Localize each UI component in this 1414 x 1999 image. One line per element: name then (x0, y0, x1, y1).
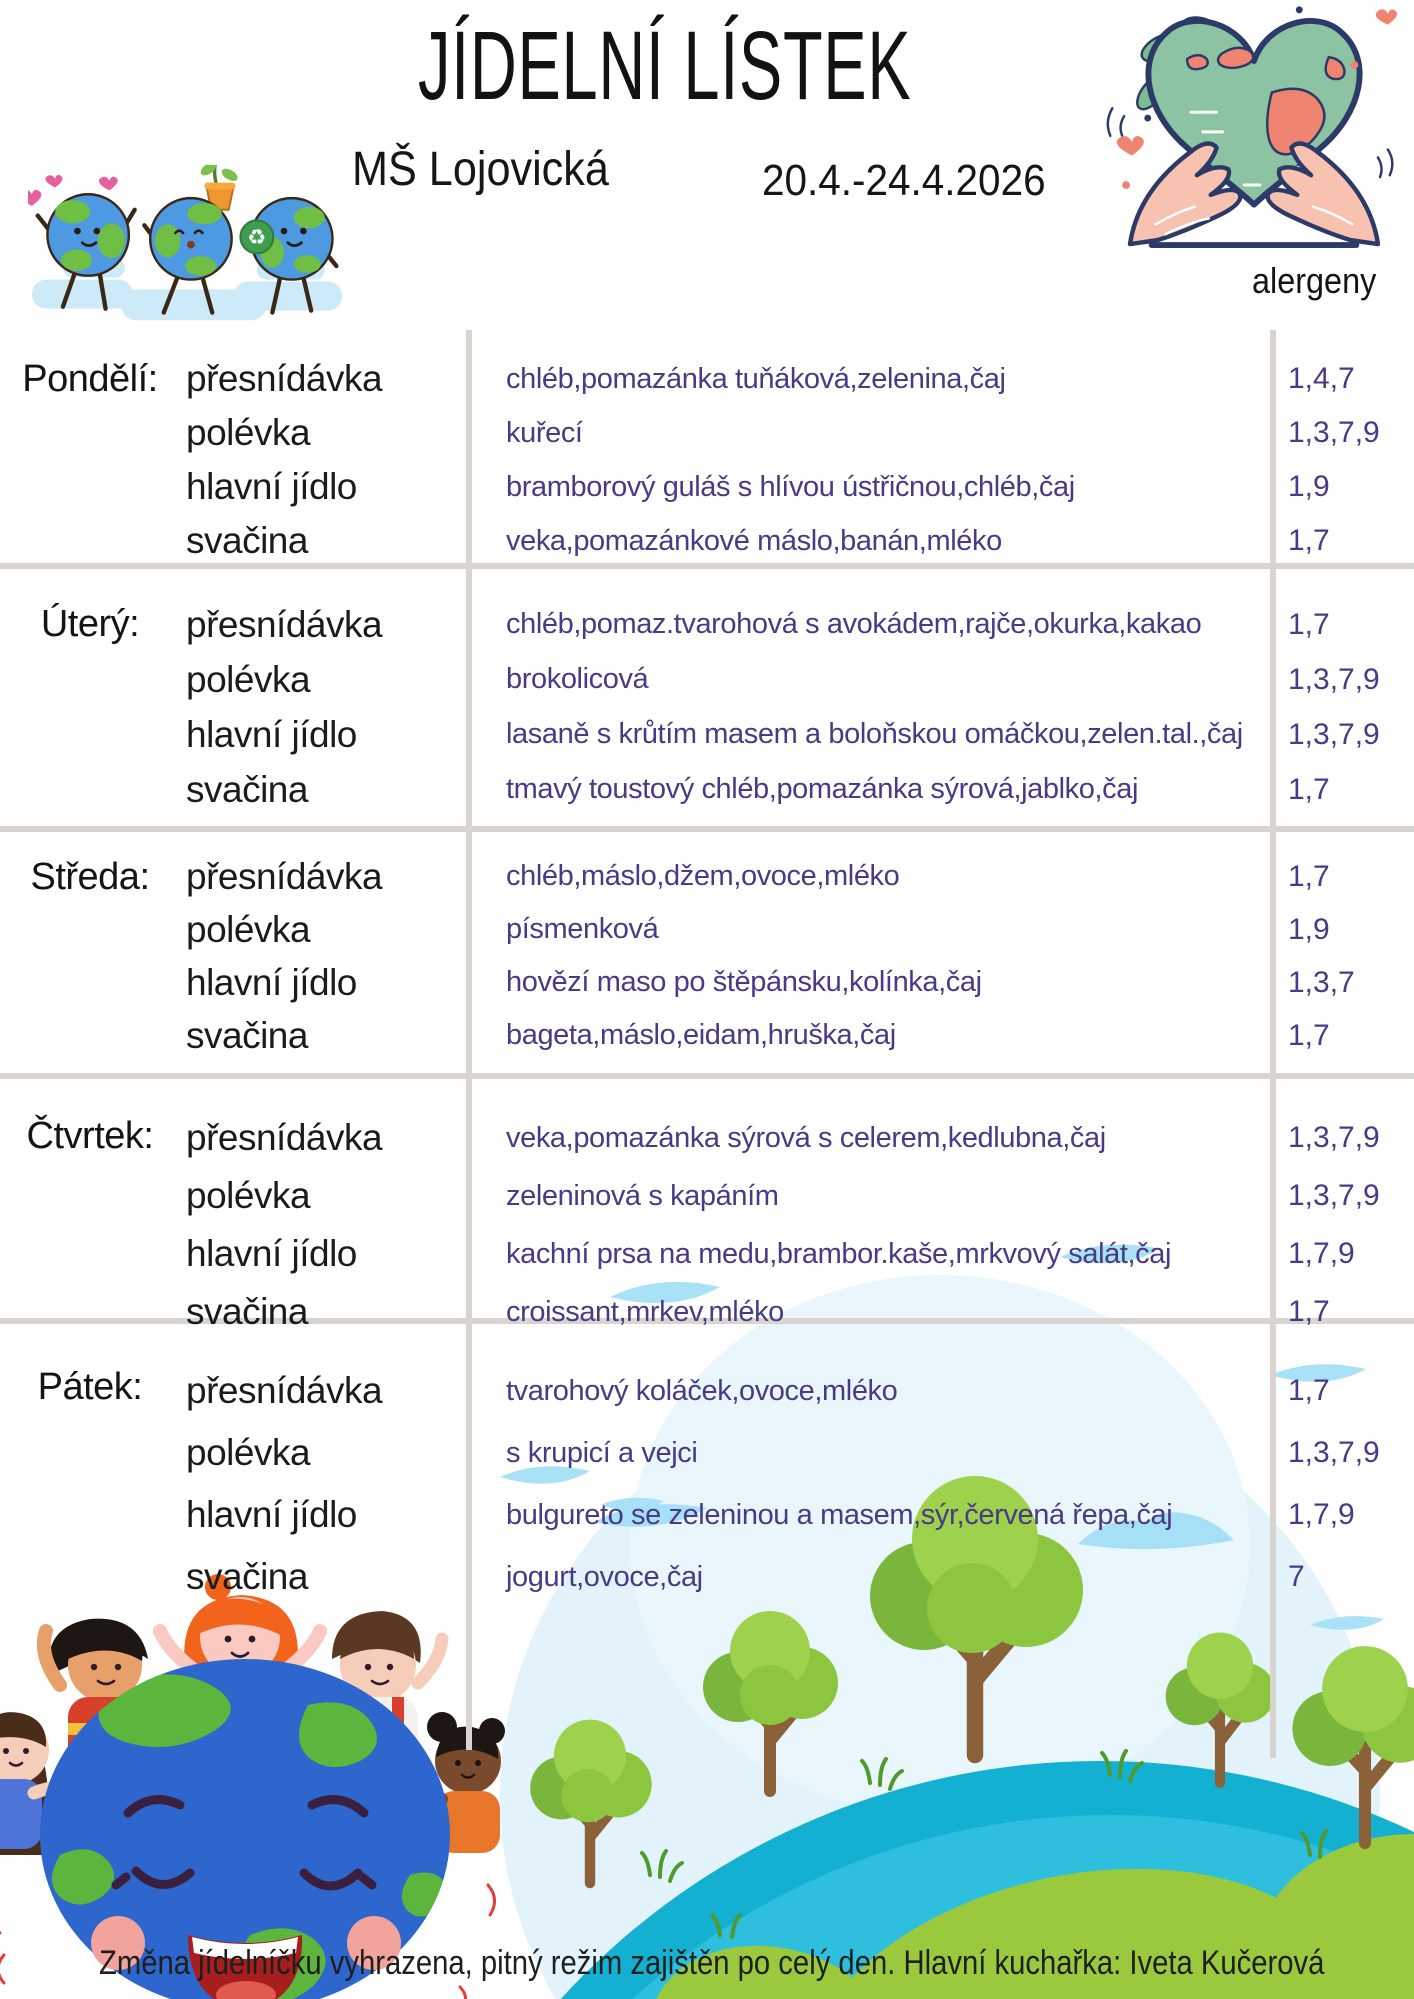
dish-text: písmenková (506, 913, 659, 945)
day-label: Čtvrtek: (26, 1115, 154, 1157)
menu-row (180, 406, 1414, 460)
allergen-value: 1,7 (1288, 607, 1330, 641)
heart-earth-icon (1096, 2, 1412, 248)
dish-text: chléb,pomaz.tvarohová s avokádem,rajče,okurka,kakao (506, 608, 1202, 640)
menu-row (180, 762, 1414, 817)
dish-text: lasaně s krůtím masem a boloňskou omáčkou,zelen.tal.,čaj (506, 718, 1243, 750)
globes-trio-icon (28, 165, 348, 335)
day-column (0, 336, 180, 563)
menu-row (180, 460, 1414, 514)
dish-text: brokolicová (506, 663, 649, 695)
dish-text: kachní prsa na medu,brambor.kaše,mrkvový salát,čaj (506, 1237, 1172, 1270)
dish-text: jogurt,ovoce,čaj (506, 1560, 703, 1593)
meal-type-label: svačina (186, 768, 308, 810)
allergen-value: 1,7 (1288, 1295, 1330, 1328)
allergen-value: 1,7 (1288, 859, 1330, 893)
allergen-value: 7 (1288, 1560, 1305, 1593)
day-section (0, 1318, 1414, 1620)
day-label: Středa: (30, 856, 150, 898)
allergen-value: 1,3,7,9 (1288, 717, 1380, 751)
smiling-earth-with-children-illustration (0, 1555, 530, 1999)
allergen-value: 1,7 (1288, 1374, 1330, 1407)
meal-type-label: polévka (186, 1432, 311, 1473)
recycle-icon: ♻ (247, 225, 267, 251)
day-section (0, 563, 1414, 826)
day-rows (180, 832, 1414, 1073)
allergen-value: 1,3,7,9 (1288, 416, 1380, 449)
meal-type-label: přesnídávka (186, 855, 383, 897)
allergen-value: 1,7 (1288, 772, 1330, 806)
allergen-value: 1,7,9 (1288, 1237, 1355, 1270)
page-title: JÍDELNÍ LÍSTEK (418, 11, 912, 120)
earth-children-icon (0, 1555, 530, 1999)
footer-note: Změna jídelníčku vyhrazena, pitný režim zajištěn po celý den. Hlavní kuchařka: Iveta Kučerová (98, 1944, 1325, 1982)
allergen-value: 1,4,7 (1288, 362, 1355, 395)
menu-row (180, 1109, 1414, 1167)
meal-type-label: hlavní jídlo (186, 1494, 357, 1535)
allergens-column-header: alergeny (1252, 260, 1377, 301)
menu-row (180, 1009, 1414, 1062)
allergen-value: 1,3,7,9 (1288, 1121, 1380, 1154)
meal-type-label: hlavní jídlo (186, 1233, 357, 1274)
dish-text: s krupicí a vejci (506, 1436, 698, 1469)
menu-row (180, 1422, 1414, 1484)
day-label: Pondělí: (22, 358, 158, 400)
meal-type-label: polévka (186, 908, 311, 950)
dish-text: bageta,máslo,eidam,hruška,čaj (506, 1019, 896, 1051)
day-section (0, 1073, 1414, 1332)
date-range: 20.4.-24.4.2026 (762, 156, 1046, 205)
dish-text: croissant,mrkev,mléko (506, 1295, 784, 1328)
day-rows (180, 569, 1414, 826)
allergen-value: 1,7 (1288, 524, 1330, 557)
meal-type-label: hlavní jídlo (186, 713, 357, 755)
day-section (0, 336, 1414, 563)
allergen-value: 1,3,7,9 (1288, 662, 1380, 696)
day-column (0, 1079, 180, 1318)
menu-row (180, 352, 1414, 406)
allergen-value: 1,3,7,9 (1288, 1179, 1380, 1212)
menu-table (0, 336, 1414, 1620)
meal-type-label: svačina (186, 520, 308, 561)
dish-text: tmavý toustový chléb,pomazánka sýrová,jablko,čaj (506, 773, 1138, 805)
menu-row (180, 1167, 1414, 1225)
meal-type-label: polévka (186, 1175, 311, 1216)
day-column (0, 832, 180, 1073)
allergen-value: 1,3,7 (1288, 965, 1355, 999)
dish-text: chléb,máslo,džem,ovoce,mléko (506, 860, 900, 892)
meal-type-label: hlavní jídlo (186, 961, 357, 1003)
meal-type-label: svačina (186, 1014, 308, 1056)
menu-row (180, 1484, 1414, 1546)
heart-earth-in-hands-illustration (1096, 2, 1412, 248)
menu-row (180, 597, 1414, 652)
menu-row (180, 956, 1414, 1009)
day-label: Pátek: (37, 1366, 143, 1408)
menu-row (180, 1225, 1414, 1283)
dish-text: hovězí maso po štěpánsku,kolínka,čaj (506, 966, 982, 998)
allergen-value: 1,7 (1288, 1018, 1330, 1052)
meal-type-label: přesnídávka (186, 1370, 383, 1411)
meal-type-label: přesnídávka (186, 1117, 383, 1158)
dish-text: zeleninová s kapáním (506, 1179, 779, 1212)
meal-type-label: polévka (186, 658, 311, 700)
day-column (0, 569, 180, 826)
menu-row (180, 652, 1414, 707)
menu-row (180, 1360, 1414, 1422)
allergen-value: 1,7,9 (1288, 1498, 1355, 1531)
meal-type-label: svačina (186, 1291, 308, 1332)
dish-text: bulgureto se zeleninou a masem,sýr,červená řepa,čaj (506, 1498, 1173, 1531)
day-label: Úterý: (40, 603, 140, 645)
dish-text: bramborový guláš s hlívou ústřičnou,chléb,čaj (506, 470, 1075, 503)
meal-type-label: přesnídávka (186, 603, 383, 645)
dish-text: kuřecí (506, 416, 583, 449)
dish-text: chléb,pomazánka tuňáková,zelenina,čaj (506, 362, 1006, 395)
school-name: MŠ Lojovická (352, 143, 609, 196)
menu-row (180, 514, 1414, 568)
day-column (0, 1324, 180, 1620)
day-rows (180, 336, 1414, 563)
allergen-value: 1,9 (1288, 912, 1330, 946)
day-section (0, 826, 1414, 1073)
meal-type-label: polévka (186, 412, 311, 453)
allergen-value: 1,3,7,9 (1288, 1436, 1380, 1469)
meal-type-label: přesnídávka (186, 358, 383, 399)
menu-row (180, 850, 1414, 903)
dish-text: veka,pomazánka sýrová s celerem,kedlubna,čaj (506, 1121, 1106, 1154)
menu-row (180, 903, 1414, 956)
meal-type-label: svačina (186, 1556, 308, 1597)
meal-type-label: hlavní jídlo (186, 466, 357, 507)
dish-text: veka,pomazánkové máslo,banán,mléko (506, 524, 1002, 557)
allergen-value: 1,9 (1288, 470, 1330, 503)
dish-text: tvarohový koláček,ovoce,mléko (506, 1374, 898, 1407)
day-rows (180, 1079, 1414, 1332)
day-rows (180, 1324, 1414, 1620)
globes-trio-illustration (28, 165, 348, 335)
menu-row (180, 707, 1414, 762)
menu-row (180, 1546, 1414, 1608)
